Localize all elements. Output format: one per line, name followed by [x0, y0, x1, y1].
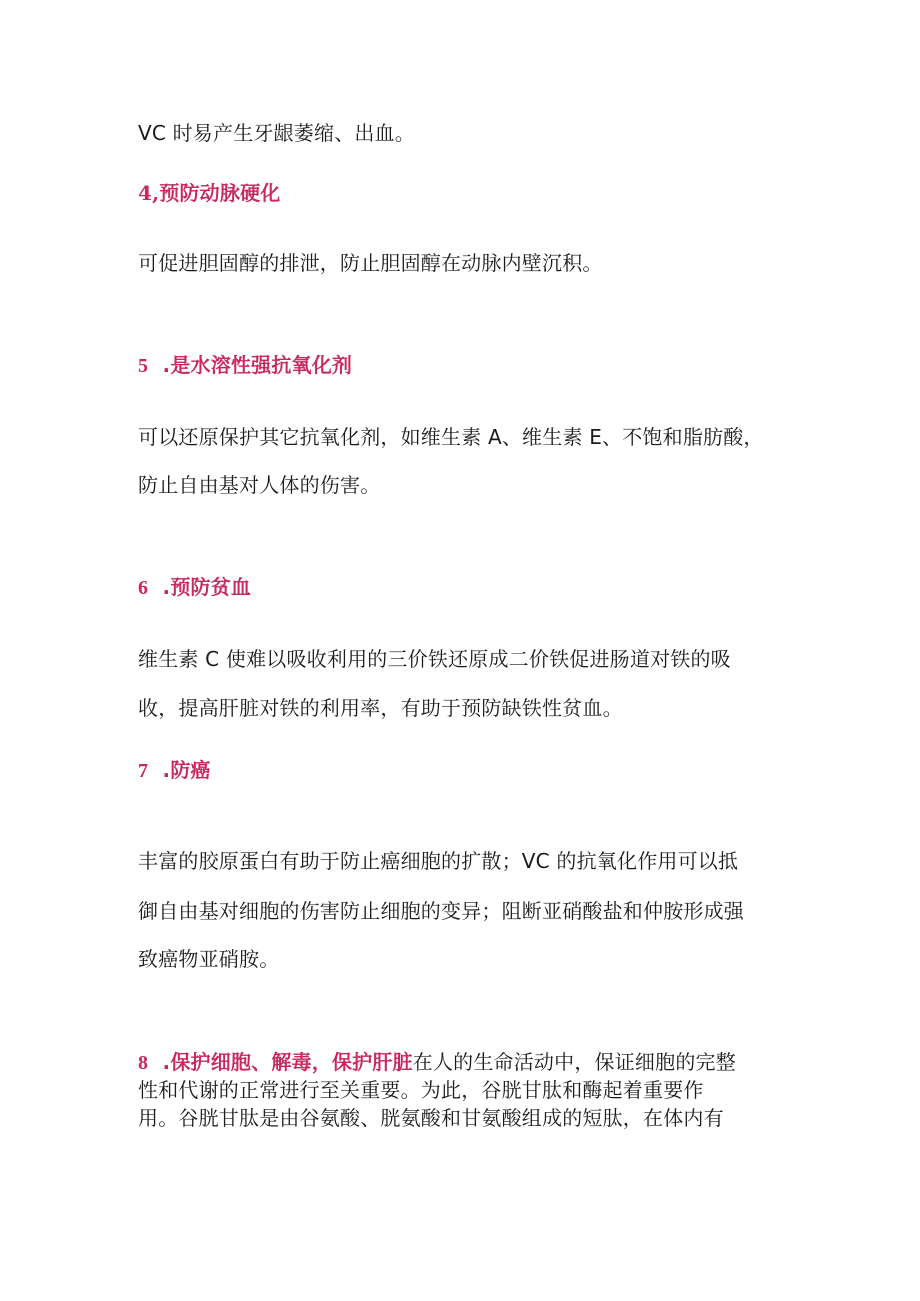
section-6-title: .预防贫血: [162, 575, 252, 599]
section-5-title: .是水溶性强抗氧化剂: [162, 353, 353, 377]
section-5-line-1: 可以还原保护其它抗氧化剂，如维生素 A、维生素 E、不饱和脂肪酸，: [138, 425, 764, 449]
section-8-number: 8: [138, 1052, 149, 1074]
section-8-line-3: 用。谷胱甘肽是由谷氨酸、胱氨酸和甘氨酸组成的短肽，在体内有: [138, 1106, 724, 1130]
section-4-heading: 4,预防动脉硬化: [138, 181, 281, 205]
section-8-line-2: 性和代谢的正常进行至关重要。为此，谷胱甘肽和酶起着重要作: [138, 1078, 704, 1102]
section-7-heading: [138, 756, 211, 785]
section-6-number: 6: [138, 577, 149, 599]
section-7-number: 7: [138, 760, 149, 782]
section-7-line-3: 致癌物亚硝胺。: [138, 947, 280, 971]
section-8-first-line-text: 在人的生命活动中，保证细胞的完整: [412, 1050, 736, 1074]
section-8-first-line: [138, 1048, 736, 1077]
section-7-line-1: 丰富的胶原蛋白有助于防止癌细胞的扩散；VC 的抗氧化作用可以抵: [138, 849, 739, 873]
section-6-heading: [138, 573, 251, 602]
intro-line: VC 时易产生牙龈萎缩、出血。: [138, 121, 416, 145]
section-5-number: 5: [138, 355, 149, 377]
section-5-line-2: 防止自由基对人体的伤害。: [138, 473, 381, 497]
section-7-title: .防癌: [162, 758, 211, 782]
section-6-line-1: 维生素 C 使难以吸收利用的三价铁还原成二价铁促进肠道对铁的吸: [138, 647, 731, 671]
section-7-line-2: 御自由基对细胞的伤害防止细胞的变异；阻断亚硝酸盐和仲胺形成强: [138, 899, 744, 923]
section-5-heading: [138, 351, 352, 380]
section-4-line-1: 可促进胆固醇的排泄，防止胆固醇在动脉内壁沉积。: [138, 251, 603, 275]
section-8-heading: .保护细胞、解毒，保护肝脏: [162, 1050, 413, 1074]
section-6-line-2: 收，提高肝脏对铁的利用率，有助于预防缺铁性贫血。: [138, 696, 623, 720]
